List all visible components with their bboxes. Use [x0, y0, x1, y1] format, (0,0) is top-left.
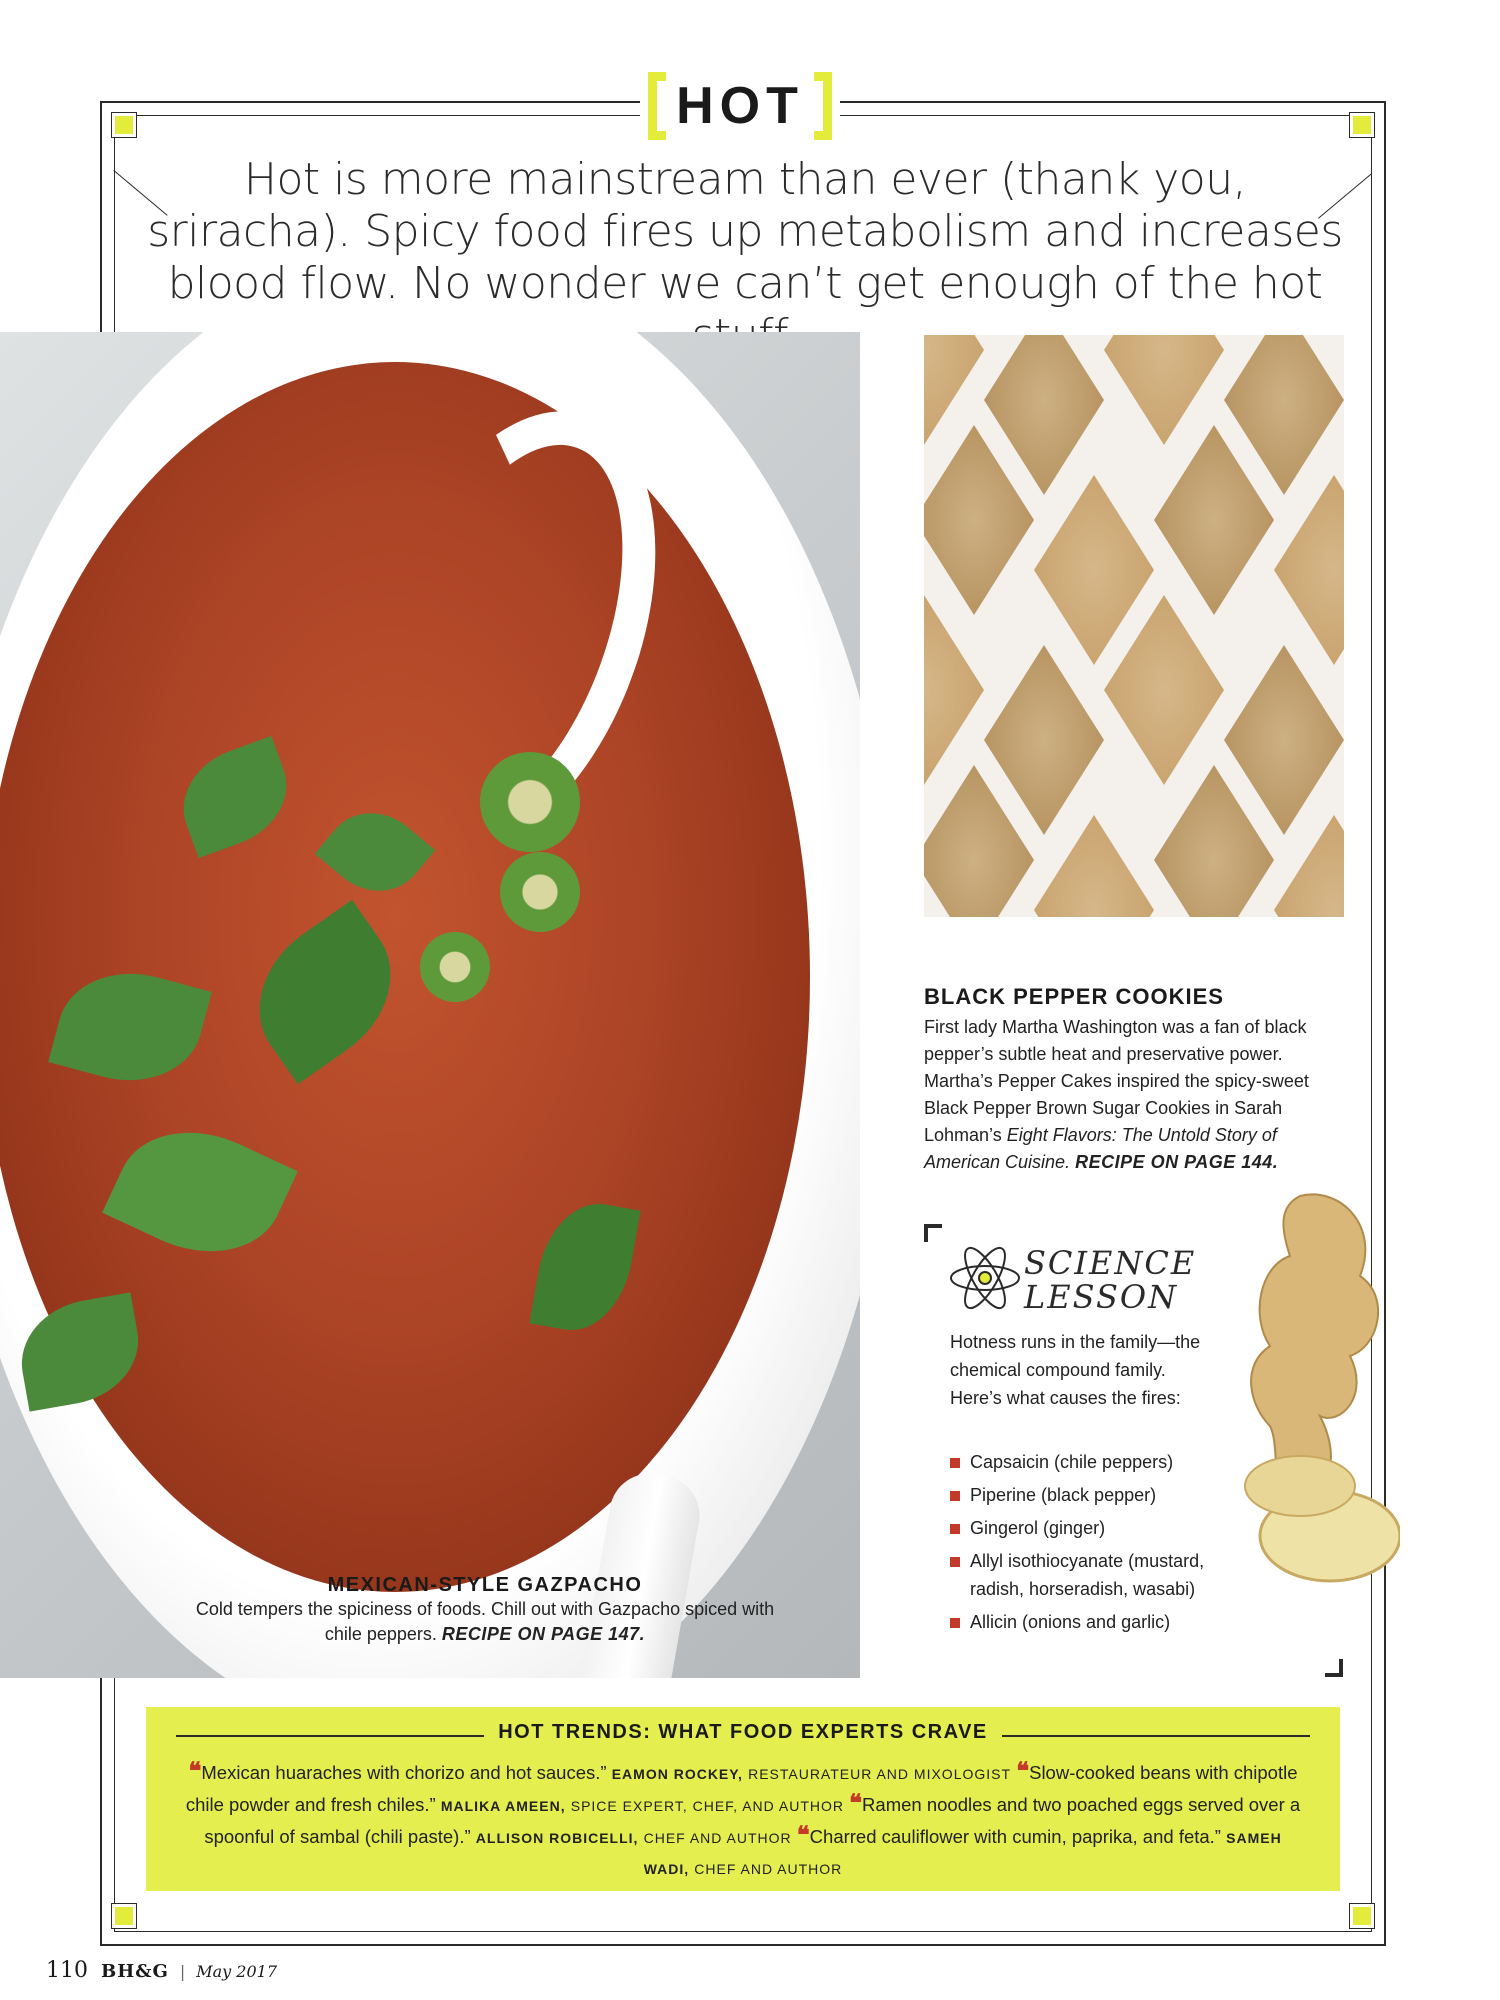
cookies-body-text: First lady Martha Washington was a fan of black pepper’s subtle heat and preservative power. Martha’s Pepper Cakes inspired the spicy-sweet Black Pepper Brown Sugar Cookies in Sarah Lohman’s: [924, 1017, 1309, 1145]
gazpacho-photo: [0, 332, 860, 1678]
jalapeno-slice: [480, 752, 580, 852]
quote-text: Ramen noodles and two poached eggs served over a spoonful of sambal (chili paste).”: [204, 1794, 1301, 1847]
science-list: [950, 1448, 1250, 1641]
gazpacho-body: [190, 1597, 780, 1647]
quote-text: Mexican huaraches with chorizo and hot sauces.”: [201, 1762, 607, 1783]
science-title-line1: SCIENCE: [1024, 1244, 1197, 1282]
list-item: Capsaicin (chile peppers): [950, 1448, 1250, 1476]
quote-role: RESTAURATEUR AND MIXOLOGIST: [748, 1766, 1012, 1782]
cookies-book-title: Eight Flavors: The Untold Story of American Cuisine.: [924, 1125, 1277, 1172]
cookie: [1224, 645, 1344, 835]
quote-mark-icon: ❝: [188, 1759, 202, 1785]
gazpacho-body-text: Cold tempers the spiciness of foods. Chill out with Gazpacho spiced with chile peppers.: [195, 1599, 775, 1644]
science-corner-top-left: [924, 1224, 942, 1242]
ginger-photo: [1210, 1186, 1400, 1626]
quote-author: EAMON ROCKEY,: [611, 1766, 743, 1782]
intro-text: Hot is more mainstream than ever (thank you, sriracha). Spicy food fires up metabolism and increases blood flow. No wonder we can’t get enough of the hot: [147, 154, 1343, 309]
list-item: Allicin (onions and garlic): [950, 1608, 1250, 1636]
atom-icon: [948, 1246, 1022, 1310]
brand-name: BH&G: [101, 1961, 169, 1982]
cookie: [924, 595, 984, 785]
quote-role: SPICE EXPERT, CHEF, AND AUTHOR: [570, 1798, 844, 1814]
quote-author: SAMEH WADI,: [643, 1830, 1282, 1877]
trends-quotes: [180, 1757, 1306, 1884]
gazpacho-recipe-ref: RECIPE ON PAGE 147.: [441, 1624, 646, 1644]
hot-trends-box: [146, 1707, 1340, 1891]
corner-square-top-left: [112, 113, 136, 137]
list-item: Piperine (black pepper): [950, 1481, 1250, 1509]
hot-heading: [640, 66, 840, 146]
jalapeno-slice: [500, 852, 580, 932]
page-footer: [46, 1958, 277, 1983]
corner-square-bottom-left: [112, 1904, 136, 1928]
cookie: [1034, 475, 1154, 665]
page-number: 110: [46, 1958, 88, 1983]
science-corner-bottom-right: [1325, 1659, 1343, 1677]
cookie: [984, 645, 1104, 835]
science-title-line2: LESSON: [1024, 1278, 1179, 1316]
quote-mark-icon: ❝: [796, 1823, 810, 1849]
cookie: [1104, 595, 1224, 785]
cookie: [1274, 475, 1344, 665]
quote-mark-icon: ❝: [849, 1791, 863, 1817]
corner-square-bottom-right: [1350, 1904, 1374, 1928]
gazpacho-caption: [190, 1574, 780, 1647]
cookie: [1104, 335, 1224, 445]
cookie: [1154, 425, 1274, 615]
quote-text: Slow-cooked beans with chipotle chile powder and fresh chiles.”: [185, 1762, 1298, 1815]
cookies-photo: [924, 335, 1344, 917]
cookies-body: [924, 1014, 1344, 1176]
trends-title-text: HOT TRENDS: WHAT FOOD EXPERTS CRAVE: [484, 1721, 1002, 1743]
cookie: [1034, 815, 1154, 917]
right-bracket: [814, 72, 832, 140]
gazpacho-title: MEXICAN-STYLE GAZPACHO: [327, 1574, 643, 1596]
quote-author: ALLISON ROBICELLI,: [475, 1830, 639, 1846]
quote-role: CHEF AND AUTHOR: [643, 1830, 792, 1846]
corner-square-top-right: [1350, 113, 1374, 137]
cookies-title: BLACK PEPPER COOKIES: [924, 984, 1224, 1009]
footer-separator: |: [179, 1962, 186, 1981]
list-item: Gingerol (ginger): [950, 1514, 1250, 1542]
quote-mark-icon: ❝: [1016, 1759, 1030, 1785]
cookies-recipe-ref: RECIPE ON PAGE 144.: [1075, 1152, 1279, 1172]
cookies-caption: [924, 984, 1344, 1176]
issue-date: May 2017: [196, 1962, 277, 1981]
hot-title: HOT: [676, 77, 804, 135]
trends-title: [146, 1721, 1340, 1744]
list-item: Allyl isothiocyanate (mustard, radish, horseradish, wasabi): [950, 1547, 1250, 1603]
science-intro: Hotness runs in the family—the chemical compound family. Here’s what causes the fires:: [950, 1332, 1201, 1408]
jalapeno-slice: [420, 932, 490, 1002]
cookie: [924, 425, 1034, 615]
quote-role: CHEF AND AUTHOR: [694, 1861, 843, 1877]
quote-author: MALIKA AMEEN,: [440, 1798, 566, 1814]
quote-text: Charred cauliflower with cumin, paprika, and feta.”: [809, 1826, 1221, 1847]
science-title: [1024, 1246, 1196, 1314]
